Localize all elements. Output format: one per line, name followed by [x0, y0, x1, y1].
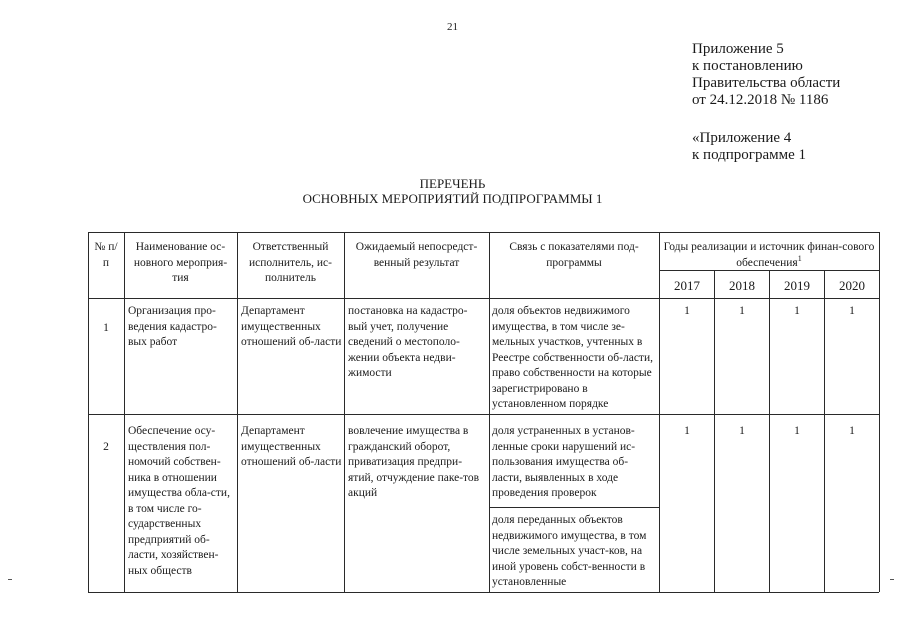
- scan-mark-left: [8, 579, 12, 580]
- table-border-top: [88, 232, 879, 233]
- row-2-name: Обеспечение осу-ществления пол-номочий собствен-ника в отношении имущества обла-сти, в том числе го-сударственных предприятий об-ласти, хозяйствен-ных обществ: [128, 425, 230, 577]
- header-years: [662, 240, 876, 271]
- row-2-link-2: доля переданных объектов недвижимого имущества, в том числе земельных участ-ков, на иной уровень собст-венности в установленные: [492, 514, 647, 588]
- header-name: Наименование ос-новного мероприя-тия: [133, 241, 228, 284]
- header-bottom-rule: [88, 298, 879, 299]
- title-line-1: ПЕРЕЧЕНЬ: [419, 176, 486, 191]
- row-1-result: постановка на кадастро-вый учет, получение сведений о местополо-жении объекта недви-жимости: [348, 305, 468, 379]
- header-years-text: Годы реализации и источник финан-сового обеспечения: [663, 241, 875, 269]
- header-executor: Ответственный исполнитель, ис-полнитель: [248, 241, 332, 284]
- header-num: № п/п: [94, 241, 118, 269]
- appendix2-line-2: к подпрограмме 1: [692, 147, 806, 163]
- col-rule-left: [88, 232, 89, 592]
- row-2-value-2017: 1: [684, 425, 690, 437]
- row-1-executor: Департамент имущественных отношений об-ласти: [241, 305, 342, 348]
- col-rule-4: [489, 232, 490, 592]
- year-2020: 2020: [839, 278, 865, 293]
- table-bottom-rule: [88, 592, 879, 593]
- row-2-value-2019: 1: [794, 425, 800, 437]
- row-2-num: 2: [103, 441, 109, 453]
- row-2-value-2020: 1: [849, 425, 855, 437]
- col-rule-right: [879, 232, 880, 592]
- appendix-line-2: к постановлению: [692, 58, 803, 74]
- row-1-bottom-rule: [88, 414, 879, 415]
- title-line-2: ОСНОВНЫХ МЕРОПРИЯТИЙ ПОДПРОГРАММЫ 1: [302, 191, 603, 206]
- document-title: [0, 176, 905, 206]
- scan-mark-right: [890, 579, 894, 580]
- col-rule-1: [124, 232, 125, 592]
- appendix-line-4: от 24.12.2018 № 1186: [692, 92, 829, 108]
- appendix-block: [692, 41, 840, 109]
- year-2018: 2018: [729, 278, 755, 293]
- appendix-line-3: Правительства области: [692, 75, 841, 91]
- link-cell-divider: [489, 507, 659, 508]
- row-2-value-2018: 1: [739, 425, 745, 437]
- appendix2-line-1: «Приложение 4: [692, 130, 792, 146]
- row-1-value-2019: 1: [794, 305, 800, 317]
- row-1-num: 1: [103, 322, 109, 334]
- row-2-executor: Департамент имущественных отношений об-ласти: [241, 425, 342, 468]
- header-link: Связь с показателями под-программы: [509, 241, 639, 269]
- row-2-link: доля устраненных в установ-ленные сроки нарушений ис-пользования имущества об-ласти, выявленных в ходе проведения проверок: [492, 425, 636, 499]
- header-result: Ожидаемый непосредст-венный результат: [355, 241, 478, 269]
- row-1-value-2020: 1: [849, 305, 855, 317]
- row-1-value-2018: 1: [739, 305, 745, 317]
- appendix-line-1: Приложение 5: [692, 41, 784, 57]
- year-2019: 2019: [784, 278, 810, 293]
- year-2017: 2017: [674, 278, 700, 293]
- col-rule-2: [237, 232, 238, 592]
- col-rule-3: [344, 232, 345, 592]
- row-2-result: вовлечение имущества в гражданский оборот, приватизация предпри-ятий, отчуждение паке-тов акций: [348, 425, 480, 499]
- row-1-link: доля объектов недвижимого имущества, в том числе зе-мельных участков, учтенных в Реестре собственности об-ласти, право собственности на которые зарегистрировано в установленном порядке: [492, 305, 653, 410]
- row-1-name: Организация про-ведения кадастро-вых работ: [128, 305, 217, 348]
- page-number: 21: [447, 21, 458, 33]
- row-1-value-2017: 1: [684, 305, 690, 317]
- appendix-block-2: [692, 130, 806, 164]
- footnote-mark: 1: [797, 253, 802, 263]
